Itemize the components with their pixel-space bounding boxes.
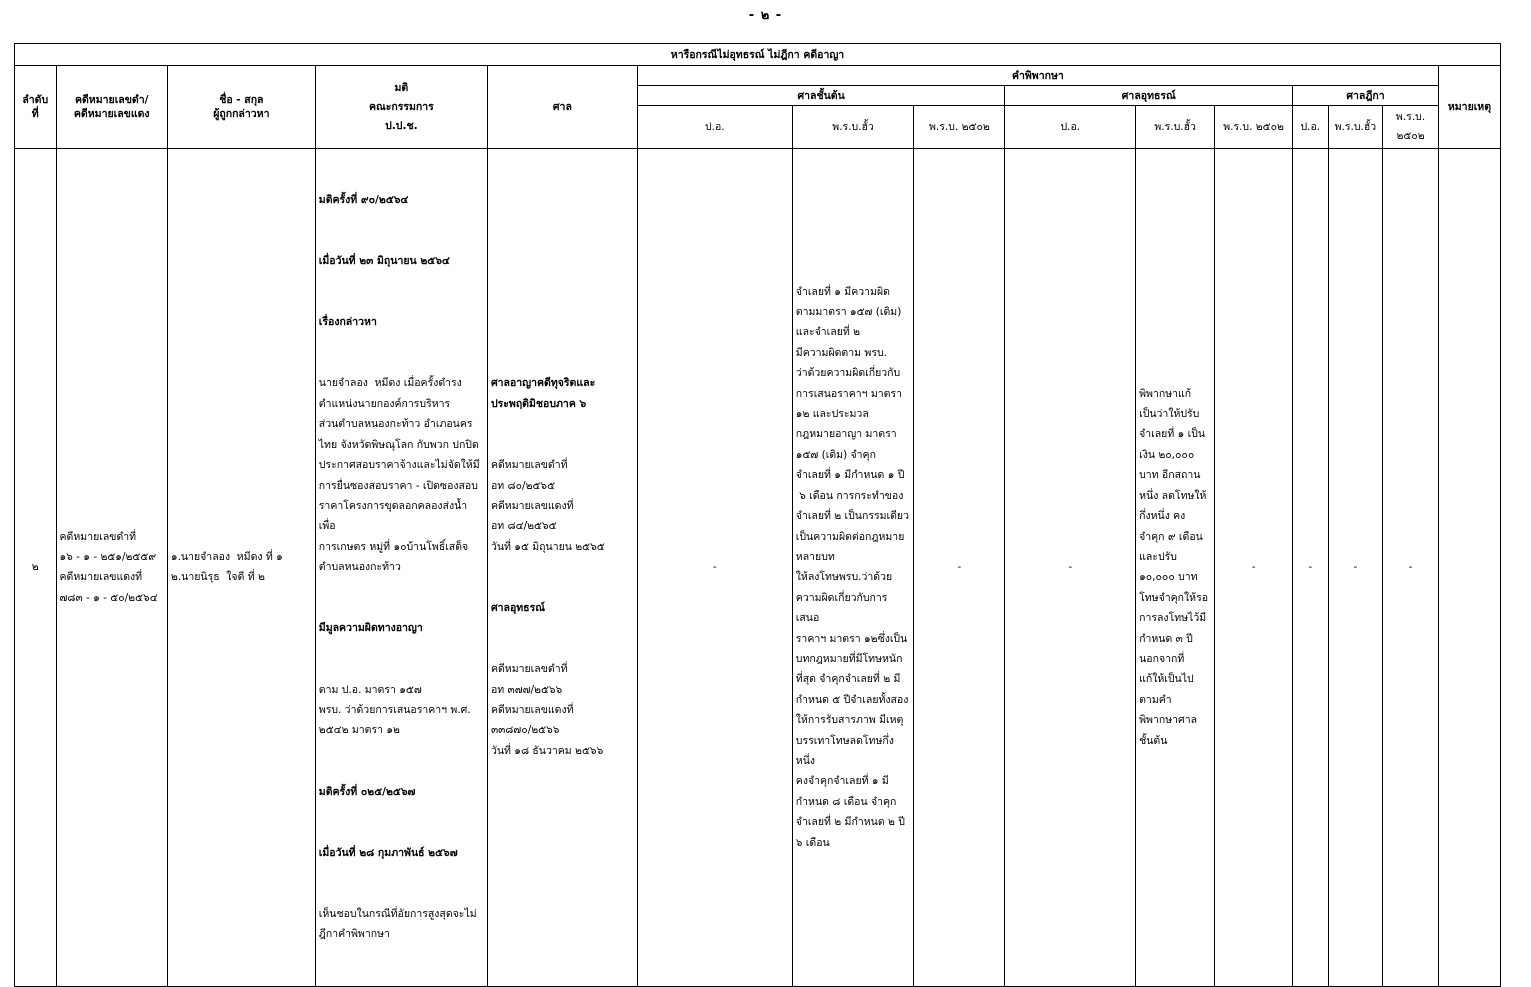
cell-appeal-2502: - [1215,149,1293,987]
resolution-line: ตาม ป.อ. มาตรา ๑๕๗ พรบ. ว่าด้วยการเสนอราคาฯ พ.ศ. ๒๕๔๒ มาตรา ๑๒ [318,683,471,737]
cell-court [487,149,637,987]
cell-first-po: - [637,149,792,987]
header-judgment: คำพิพากษา [637,66,1438,86]
resolution-line: มติครั้งที่ ๐๒๕/๒๕๖๗ [318,785,416,798]
cell-first-2502: - [914,149,1005,987]
header-supreme-2502: พ.ร.บ. ๒๕๐๒ [1383,106,1439,149]
cell-seq: ๒ [15,149,57,987]
court-line: คดีหมายเลขดำที่ อท ๘๐/๒๕๖๕ คดีหมายเลขแดงที่ อท ๘๔/๒๕๖๕ วันที่ ๑๕ มิถุนายน ๒๕๖๕ [490,459,605,553]
header-seq: ลำดับ ที่ [15,66,57,149]
cell-resolution [315,149,487,987]
header-resolution: มติ คณะกรรมการ ป.ป.ช. [315,66,487,149]
cell-remark [1438,149,1500,987]
header-first-po: ป.อ. [637,106,792,149]
resolution-line: เรื่องกล่าวหา [318,316,377,329]
resolution-line: นายจำลอง หมีดง เมื่อครั้งดำรง ตำแหน่งนายกองค์การบริหาร ส่วนตำบลหนองกะท้าว อำเภอนคร ไทย จังหวัดพิษณุโลก กับพวก ปกปิด ประกาศสอบราคาจ้างและไม่จัดให้มี การยื่นซองสอบราคา - เปิดซองสอบ ราคาโครงการขุดลอกคลองส่งน้ำเพื่อ การเกษตร หมู่ที่ ๑๐บ้านโพธิ์เสด็จ ตำบลหนองกะท้าว [318,377,480,574]
cell-case-no: คดีหมายเลขดำที่ ๑๖ - ๑ - ๒๕๑/๒๕๕๙ คดีหมายเลขแดงที่ ๗๘๓ - ๑ - ๕๐/๒๕๖๔ [56,149,167,987]
cell-accused: ๑.นายจำลอง หมีดง ที่ ๑ ๒.นายนิรุธ ใจดี ที่ ๒ [167,149,315,987]
cell-first-hua: จำเลยที่ ๑ มีความผิด ตามมาตรา ๑๕๗ (เดิม) และจำเลยที่ ๒ มีความผิดตาม พรบ. ว่าด้วยความผิดเกี่ยวกับ การเสนอราคาฯ มาตรา ๑๒ และประมวล กฎหมายอาญา มาตรา ๑๕๗ (เดิม) จำคุก จำเลยที่ ๑ มีกำหนด ๑ ปี ๖ เดือน การกระทำของ จำเลยที่ ๒ เป็นกรรมเดียว เป็นความผิดต่อกฎหมาย หลายบท ให้ลงโทษพรบ.ว่าด้วย ความผิดเกี่ยวกับการเสนอ ราคาฯ มาตรา ๑๒ซึ่งเป็น บทกฎหมายที่มีโทษหนัก ที่สุด จำคุกจำเลยที่ ๒ มี กำหนด ๕ ปีจำเลยทั้งสอง ให้การรับสารภาพ มีเหตุ บรรเทาโทษลดโทษกึ่งหนึ่ง คงจำคุกจำเลยที่ ๑ มี กำหนด ๘ เดือน จำคุก จำเลยที่ ๒ มีกำหนด ๒ ปี ๖ เดือน [792,149,914,987]
page-number: - ๒ - [748,8,783,23]
header-accused: ชื่อ - สกุล ผู้ถูกกล่าวหา [167,66,315,149]
cell-supreme-po: - [1293,149,1328,987]
case-table [14,43,1501,987]
header-case-no: คดีหมายเลขดำ/ คดีหมายเลขแดง [56,66,167,149]
table-row [15,149,1501,987]
cell-appeal-hua: พิพากษาแก้ เป็นว่าให้ปรับ จำเลยที่ ๑ เป็น เงิน ๒๐,๐๐๐ บาท อีกสถาน หนึ่ง ลดโทษให้ กึ่งหนึ่ง คง จำคุก ๙ เดือน และปรับ ๑๐,๐๐๐ บาท โทษจำคุกให้รอ การลงโทษไว้มี กำหนด ๓ ปี นอกจากที่ แก้ให้เป็นไป ตามคำ พิพากษาศาล ชั้นต้น [1136,149,1215,987]
header-supreme-po: ป.อ. [1293,106,1328,149]
court-line: คดีหมายเลขดำที่ อท ๓๗๗/๒๕๖๖ คดีหมายเลขแดงที่ ๓๓๘๗๐/๒๕๖๖ วันที่ ๑๘ ธันวาคม ๒๕๖๖ [490,663,604,757]
header-appeal-po: ป.อ. [1005,106,1136,149]
header-court: ศาล [487,66,637,149]
resolution-line: เมื่อวันที่ ๒๓ มิถุนายน ๒๕๖๔ [318,255,450,268]
resolution-line: มติครั้งที่ ๙๐/๒๕๖๔ [318,193,409,206]
resolution-line: มีมูลความผิดทางอาญา [318,622,423,635]
header-court-first: ศาลชั้นต้น [637,86,1005,106]
cell-supreme-hua: - [1328,149,1383,987]
table-title: หารือกรณีไม่อุทธรณ์ ไม่ฎีกา คดีอาญา [15,44,1501,66]
header-remark: หมายเหตุ [1438,66,1500,149]
resolution-line: เห็นชอบในกรณีที่อัยการสูงสุดจะไม่ ฎีกาคำพิพากษา [318,908,477,941]
header-court-appeal: ศาลอุทธรณ์ [1005,86,1293,106]
header-first-hua: พ.ร.บ.ฮั้ว [792,106,914,149]
header-appeal-hua: พ.ร.บ.ฮั้ว [1136,106,1215,149]
header-first-2502: พ.ร.บ. ๒๕๐๒ [914,106,1005,149]
header-supreme-hua: พ.ร.บ.ฮั้ว [1328,106,1383,149]
header-appeal-2502: พ.ร.บ. ๒๕๐๒ [1215,106,1293,149]
cell-supreme-2502: - [1383,149,1439,987]
cell-appeal-po: - [1005,149,1136,987]
header-court-supreme: ศาลฎีกา [1293,86,1439,106]
resolution-line: เมื่อวันที่ ๒๘ กุมภาพันธ์ ๒๕๖๗ [318,846,458,859]
court-line: ศาลอุทธรณ์ [490,601,545,614]
court-line: ศาลอาญาคดีทุจริตและ ประพฤติมิชอบภาค ๖ [490,377,596,410]
